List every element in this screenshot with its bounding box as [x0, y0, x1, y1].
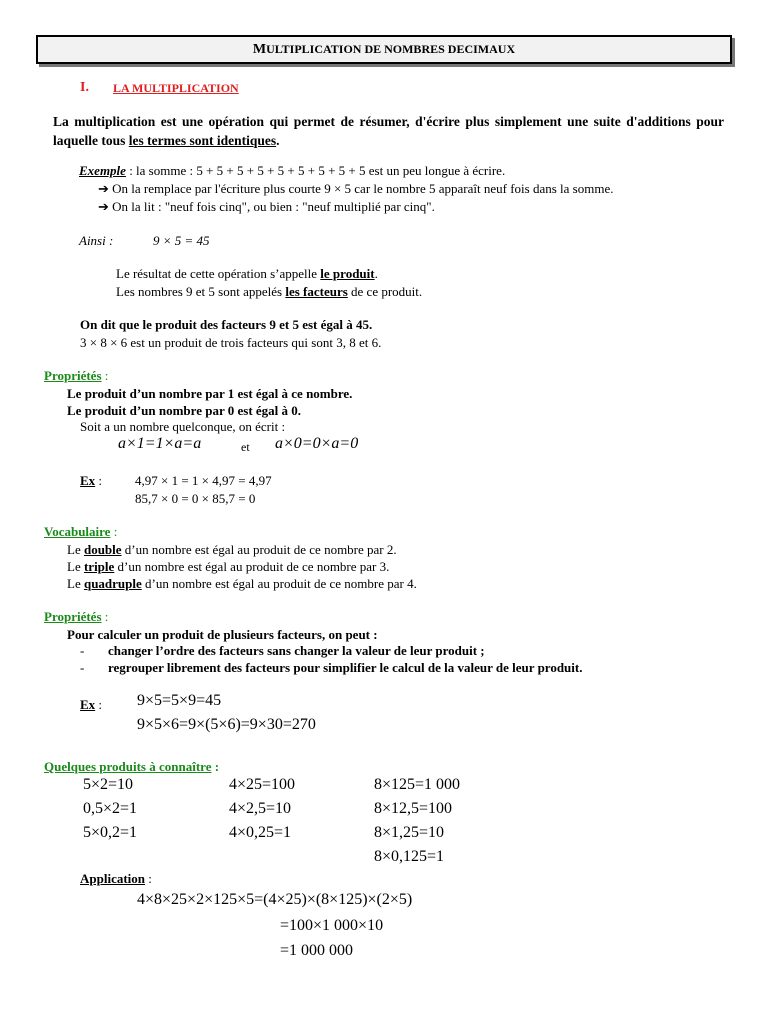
formula-times-one: a×1=1×a=a	[118, 435, 202, 452]
ainsi-expression: 9 × 5 = 45	[153, 233, 210, 248]
ainsi-label: Ainsi :	[79, 233, 114, 248]
section-title: LA MULTIPLICATION	[113, 81, 239, 95]
intro-emphasis: les termes sont identiques	[128, 133, 277, 148]
vocab-double-a: Le	[67, 542, 84, 557]
ex-label-1-colon: :	[95, 473, 103, 488]
product-item: 0,5×2=1	[83, 800, 138, 817]
vocab-quadruple-c: d’un nombre est égal au produit de ce nombre par 4.	[141, 576, 417, 591]
ex-2-line-1: 9×5=5×9=45	[137, 692, 222, 709]
vocab-quadruple	[67, 576, 417, 592]
product-item: 8×12,5=100	[374, 800, 453, 817]
vocab-quadruple-a: Le	[67, 576, 84, 591]
example-line-1	[79, 163, 505, 179]
property-zero: Le produit d’un nombre par 0 est égal à 0.	[67, 403, 302, 418]
product-item: 8×125=1 000	[374, 776, 461, 793]
title-rest: ULTIPLICATION DE NOMBRES DECIMAUX	[266, 42, 516, 56]
product-item: 4×2,5=10	[229, 800, 292, 817]
ex-label-2-text: Ex	[80, 697, 96, 712]
vocabulary-heading	[44, 524, 117, 540]
property-one: Le produit d’un nombre par 1 est égal à ce nombre.	[67, 386, 353, 401]
product-item: 8×1,25=10	[374, 824, 445, 841]
vocabulary-heading-colon: :	[110, 524, 118, 539]
intro-text: La multiplication est une opération qui permet de résumer, d'écrire plus simplement une suite d'additions pour laquelle tous	[53, 114, 724, 148]
example-line-3	[98, 199, 435, 215]
application-line-3: =1 000 000	[280, 942, 354, 959]
properties-heading-1	[44, 368, 108, 384]
products-heading-colon: :	[211, 759, 220, 774]
result-line-1	[116, 266, 378, 282]
ex-1-line-2: 85,7 × 0 = 0 × 85,7 = 0	[135, 491, 256, 506]
page-title	[36, 35, 732, 64]
vocab-triple-a: Le	[67, 559, 84, 574]
ex-label-2-colon: :	[95, 697, 103, 712]
ondit-line-1: On dit que le produit des facteurs 9 et 5 est égal à 45.	[80, 317, 373, 332]
bullet-dash: -	[80, 660, 85, 675]
arrow-right-icon: ➔	[98, 199, 109, 214]
product-item: 8×0,125=1	[374, 848, 445, 865]
application-label	[80, 871, 152, 887]
arrow-right-icon: ➔	[98, 181, 109, 196]
product-item: 5×0,2=1	[83, 824, 138, 841]
result-text-1a: Le résultat de cette opération s’appelle	[116, 266, 321, 281]
vocab-triple	[67, 559, 389, 575]
term-triple: triple	[83, 559, 115, 574]
vocab-triple-c: d’un nombre est égal au produit de ce nombre par 3.	[114, 559, 390, 574]
vocab-double-c: d’un nombre est égal au produit de ce nombre par 2.	[121, 542, 397, 557]
term-produit: le produit	[320, 266, 375, 281]
products-heading	[44, 759, 219, 775]
example-text-1: : la somme : 5 + 5 + 5 + 5 + 5 + 5 + 5 + 5 + 5 est un peu longue à écrire.	[125, 163, 506, 178]
bullet-commute: changer l’ordre des facteurs sans changer la valeur de leur produit ;	[108, 643, 485, 658]
product-item: 5×2=10	[83, 776, 134, 793]
example-line-2	[98, 181, 613, 197]
ex-label-2	[80, 697, 102, 713]
ondit-line-2: 3 × 8 × 6 est un produit de trois facteurs qui sont 3, 8 et 6.	[80, 335, 382, 350]
term-quadruple: quadruple	[83, 576, 142, 591]
term-facteurs: les facteurs	[285, 284, 348, 299]
result-text-2a: Les nombres 9 et 5 sont appelés	[116, 284, 286, 299]
properties-heading-2-text: Propriétés	[44, 609, 102, 624]
example-text-2: On la remplace par l'écriture plus courte 9 × 5 car le nombre 5 apparaît neuf fois dans la somme.	[112, 181, 614, 196]
properties-heading-2-colon: :	[101, 609, 109, 624]
example-text-3: On la lit : "neuf fois cinq", ou bien : "neuf multiplié par cinq".	[112, 199, 435, 214]
product-item: 4×0,25=1	[229, 824, 292, 841]
properties-heading-1-colon: :	[101, 368, 109, 383]
application-line-1: 4×8×25×2×125×5=(4×25)×(8×125)×(2×5)	[137, 891, 413, 908]
property-general: Soit a un nombre quelconque, on écrit :	[80, 419, 286, 434]
properties-heading-1-text: Propriétés	[44, 368, 102, 383]
formula-et: et	[241, 440, 250, 454]
application-label-text: Application	[80, 871, 146, 886]
ex-label-1	[80, 473, 102, 489]
intro-end: .	[276, 133, 280, 148]
result-text-2c: de ce produit.	[347, 284, 423, 299]
vocabulary-heading-text: Vocabulaire	[44, 524, 111, 539]
ex-1-line-1: 4,97 × 1 = 1 × 4,97 = 4,97	[135, 473, 272, 488]
application-line-2: =100×1 000×10	[280, 917, 384, 934]
title-initial: M	[252, 41, 267, 57]
products-heading-text: Quelques produits à connaître	[44, 759, 212, 774]
section-number: I.	[80, 80, 89, 95]
term-double: double	[83, 542, 122, 557]
intro-paragraph	[53, 112, 724, 150]
ex-2-line-2: 9×5×6=9×(5×6)=9×30=270	[137, 716, 316, 733]
result-line-2	[116, 284, 422, 300]
result-text-1c: .	[374, 266, 378, 281]
formula-times-zero: a×0=0×a=0	[275, 435, 359, 452]
bullet-dash: -	[80, 643, 85, 658]
properties-heading-2	[44, 609, 108, 625]
product-item: 4×25=100	[229, 776, 296, 793]
bullet-associate: regrouper librement des facteurs pour simplifier le calcul de la valeur de leur produit.	[108, 660, 583, 675]
application-label-colon: :	[145, 871, 152, 886]
ex-label-1-text: Ex	[80, 473, 96, 488]
example-label: Exemple	[79, 163, 126, 178]
properties-2-intro: Pour calculer un produit de plusieurs facteurs, on peut :	[67, 627, 378, 642]
vocab-double	[67, 542, 397, 558]
